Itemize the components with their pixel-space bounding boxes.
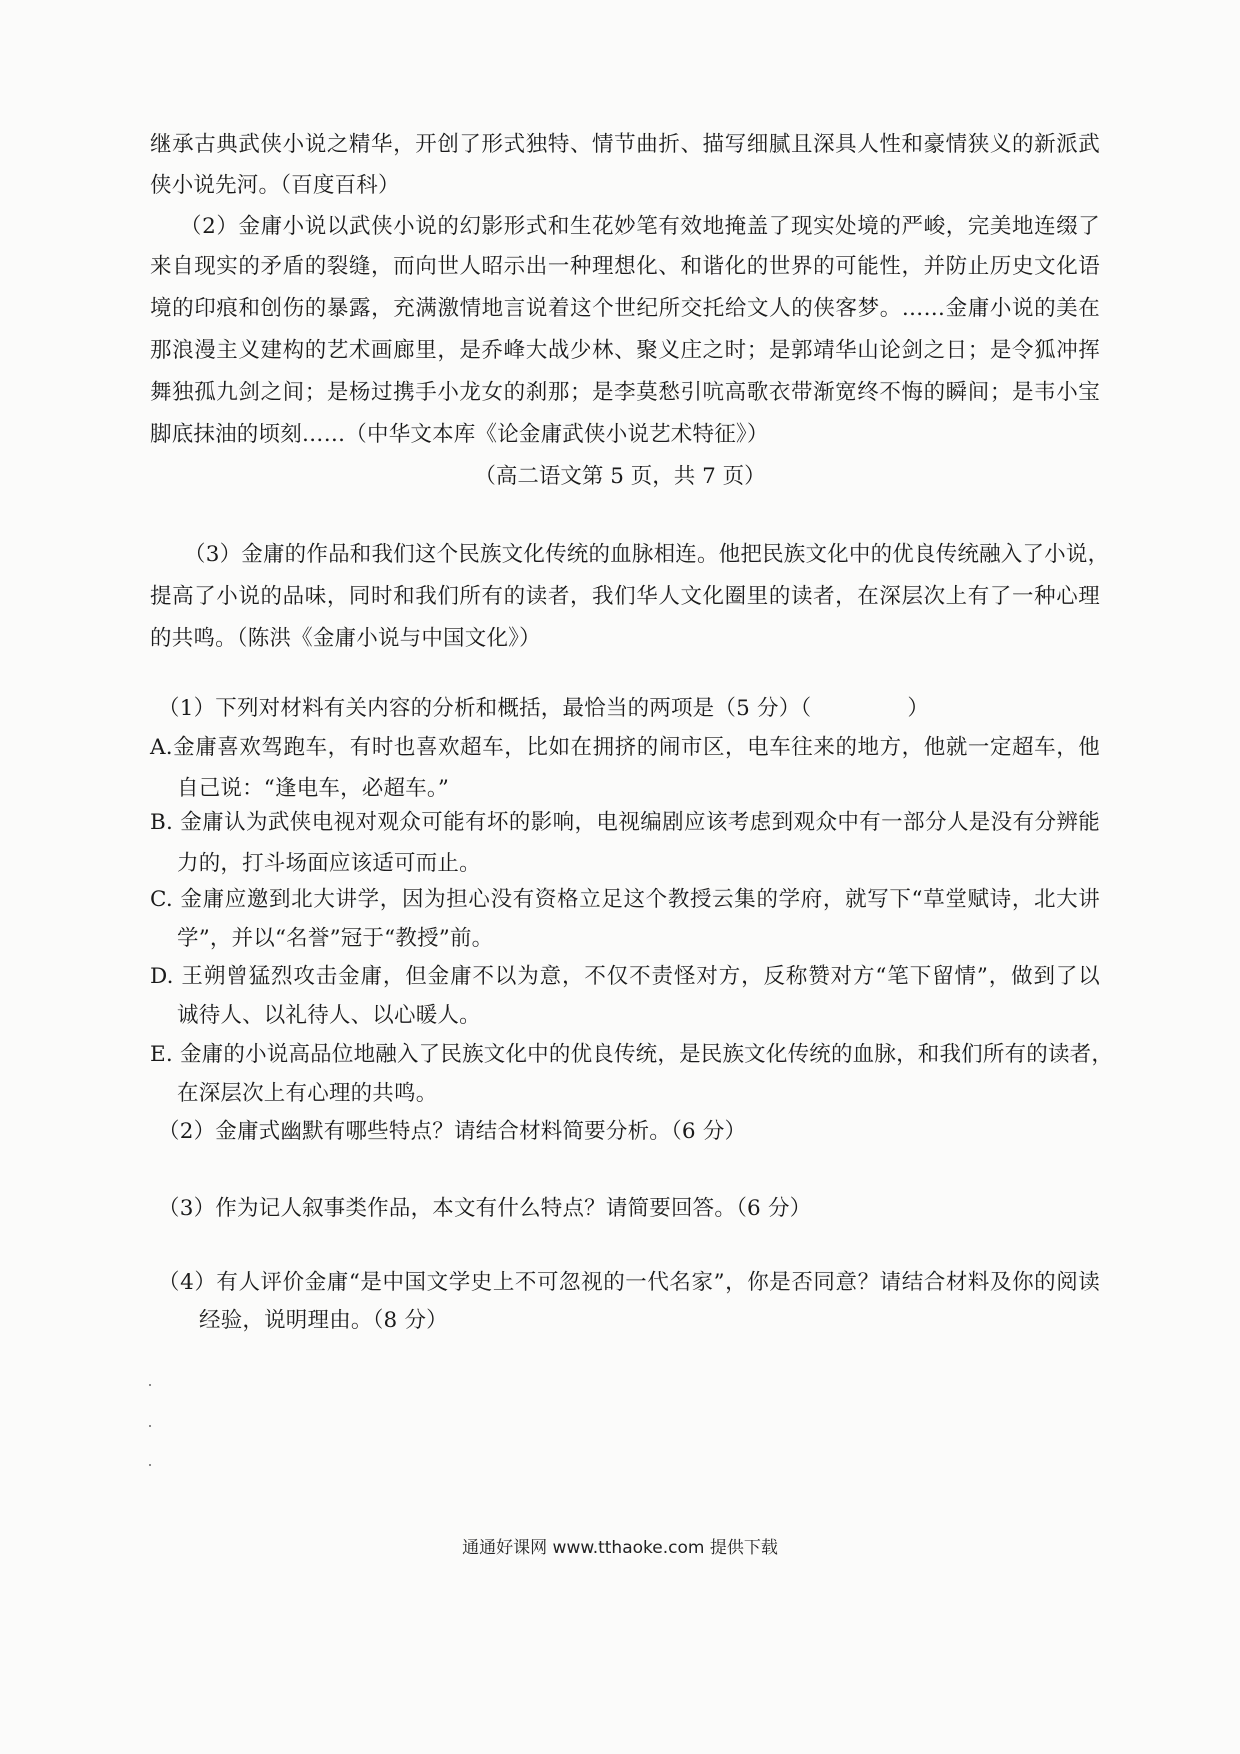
question-4-line1: （4）有人评价金庸“是中国文学史上不可忽视的一代名家”，你是否同意？请结合材料及你的阅读 — [158, 1270, 1100, 1295]
question-1-text: （1）下列对材料有关内容的分析和概括，最恰当的两项是（5 分）（ — [158, 696, 812, 721]
option-e-line1: E. 金庸的小说高品位地融入了民族文化中的优良传统，是民族文化传统的血脉，和我们所有的读者， — [150, 1042, 1114, 1067]
option-a-line1: A.金庸喜欢驾跑车，有时也喜欢超车，比如在拥挤的闹市区，电车往来的地方，他就一定超车，他 — [150, 735, 1100, 760]
option-d-line1: D. 王朔曾猛烈攻击金庸，但金庸不以为意，不仅不责怪对方，反称赞对方“笔下留情”，做到了以 — [150, 964, 1100, 989]
passage-p3-line2: 提高了小说的品味，同时和我们所有的读者，我们华人文化圈里的读者，在深层次上有了一种心理 — [150, 584, 1100, 609]
passage-p2-line5: 舞独孤九剑之间；是杨过携手小龙女的刹那；是李莫愁引吭高歌衣带渐宽终不悔的瞬间；是韦小宝 — [150, 380, 1100, 405]
passage-p1-line2: 侠小说先河。（百度百科） — [150, 173, 400, 198]
scan-mark — [149, 1464, 151, 1466]
question-3: （3）作为记人叙事类作品，本文有什么特点？请简要回答。（6 分） — [158, 1196, 812, 1221]
option-c-line2: 学”，并以“名誉”冠于“教授”前。 — [177, 926, 494, 951]
site-footer: 通通好课网 www.tthaoke.com 提供下载 — [462, 1538, 778, 1558]
passage-p3-line1: （3）金庸的作品和我们这个民族文化传统的血脉相连。他把民族文化中的优良传统融入了小说， — [184, 542, 1110, 567]
option-d-line2: 诚待人、以礼待人、以心暖人。 — [177, 1003, 481, 1028]
question-2: （2）金庸式幽默有哪些特点？请结合材料简要分析。（6 分） — [158, 1119, 747, 1144]
passage-p1-line1: 继承古典武侠小说之精华，开创了形式独特、情节曲折、描写细腻且深具人性和豪情狭义的新派武 — [150, 132, 1100, 157]
passage-p2-line3: 境的印痕和创伤的暴露，充满激情地言说着这个世纪所交托给文人的侠客梦。……金庸小说的美在 — [150, 296, 1100, 321]
question-1-stem — [158, 694, 1100, 724]
scan-mark — [149, 1425, 151, 1427]
passage-p2-line6: 脚底抹油的顷刻……（中华文本库《论金庸武侠小说艺术特征》） — [150, 422, 769, 447]
question-1-close-paren: ） — [907, 696, 930, 721]
page-number-marker: （高二语文第 5 页，共 7 页） — [474, 464, 766, 489]
passage-p2-line2: 来自现实的矛盾的裂缝，而向世人昭示出一种理想化、和谐化的世界的可能性，并防止历史文化语 — [150, 254, 1100, 279]
passage-p2-line4: 那浪漫主义建构的艺术画廊里，是乔峰大战少林、聚义庄之时；是郭靖华山论剑之日；是令狐冲挥 — [150, 338, 1100, 363]
option-c-line1: C. 金庸应邀到北大讲学，因为担心没有资格立足这个教授云集的学府，就写下“草堂赋诗，北大讲 — [150, 887, 1100, 912]
scan-mark — [149, 1384, 151, 1386]
passage-p2-line1: （2）金庸小说以武侠小说的幻影形式和生花妙笔有效地掩盖了现实处境的严峻，完美地连缀了 — [180, 214, 1100, 239]
option-b-line1: B. 金庸认为武侠电视对观众可能有坏的影响，电视编剧应该考虑到观众中有一部分人是没有分辨能 — [150, 810, 1100, 835]
passage-p3-line3: 的共鸣。（陈洪《金庸小说与中国文化》） — [150, 626, 541, 651]
option-a-line2: 自己说：“逢电车，必超车。” — [177, 776, 450, 801]
option-b-line2: 力的，打斗场面应该适可而止。 — [177, 851, 481, 876]
question-4-line2: 经验，说明理由。（8 分） — [199, 1308, 448, 1333]
option-e-line2: 在深层次上有心理的共鸣。 — [177, 1081, 438, 1106]
